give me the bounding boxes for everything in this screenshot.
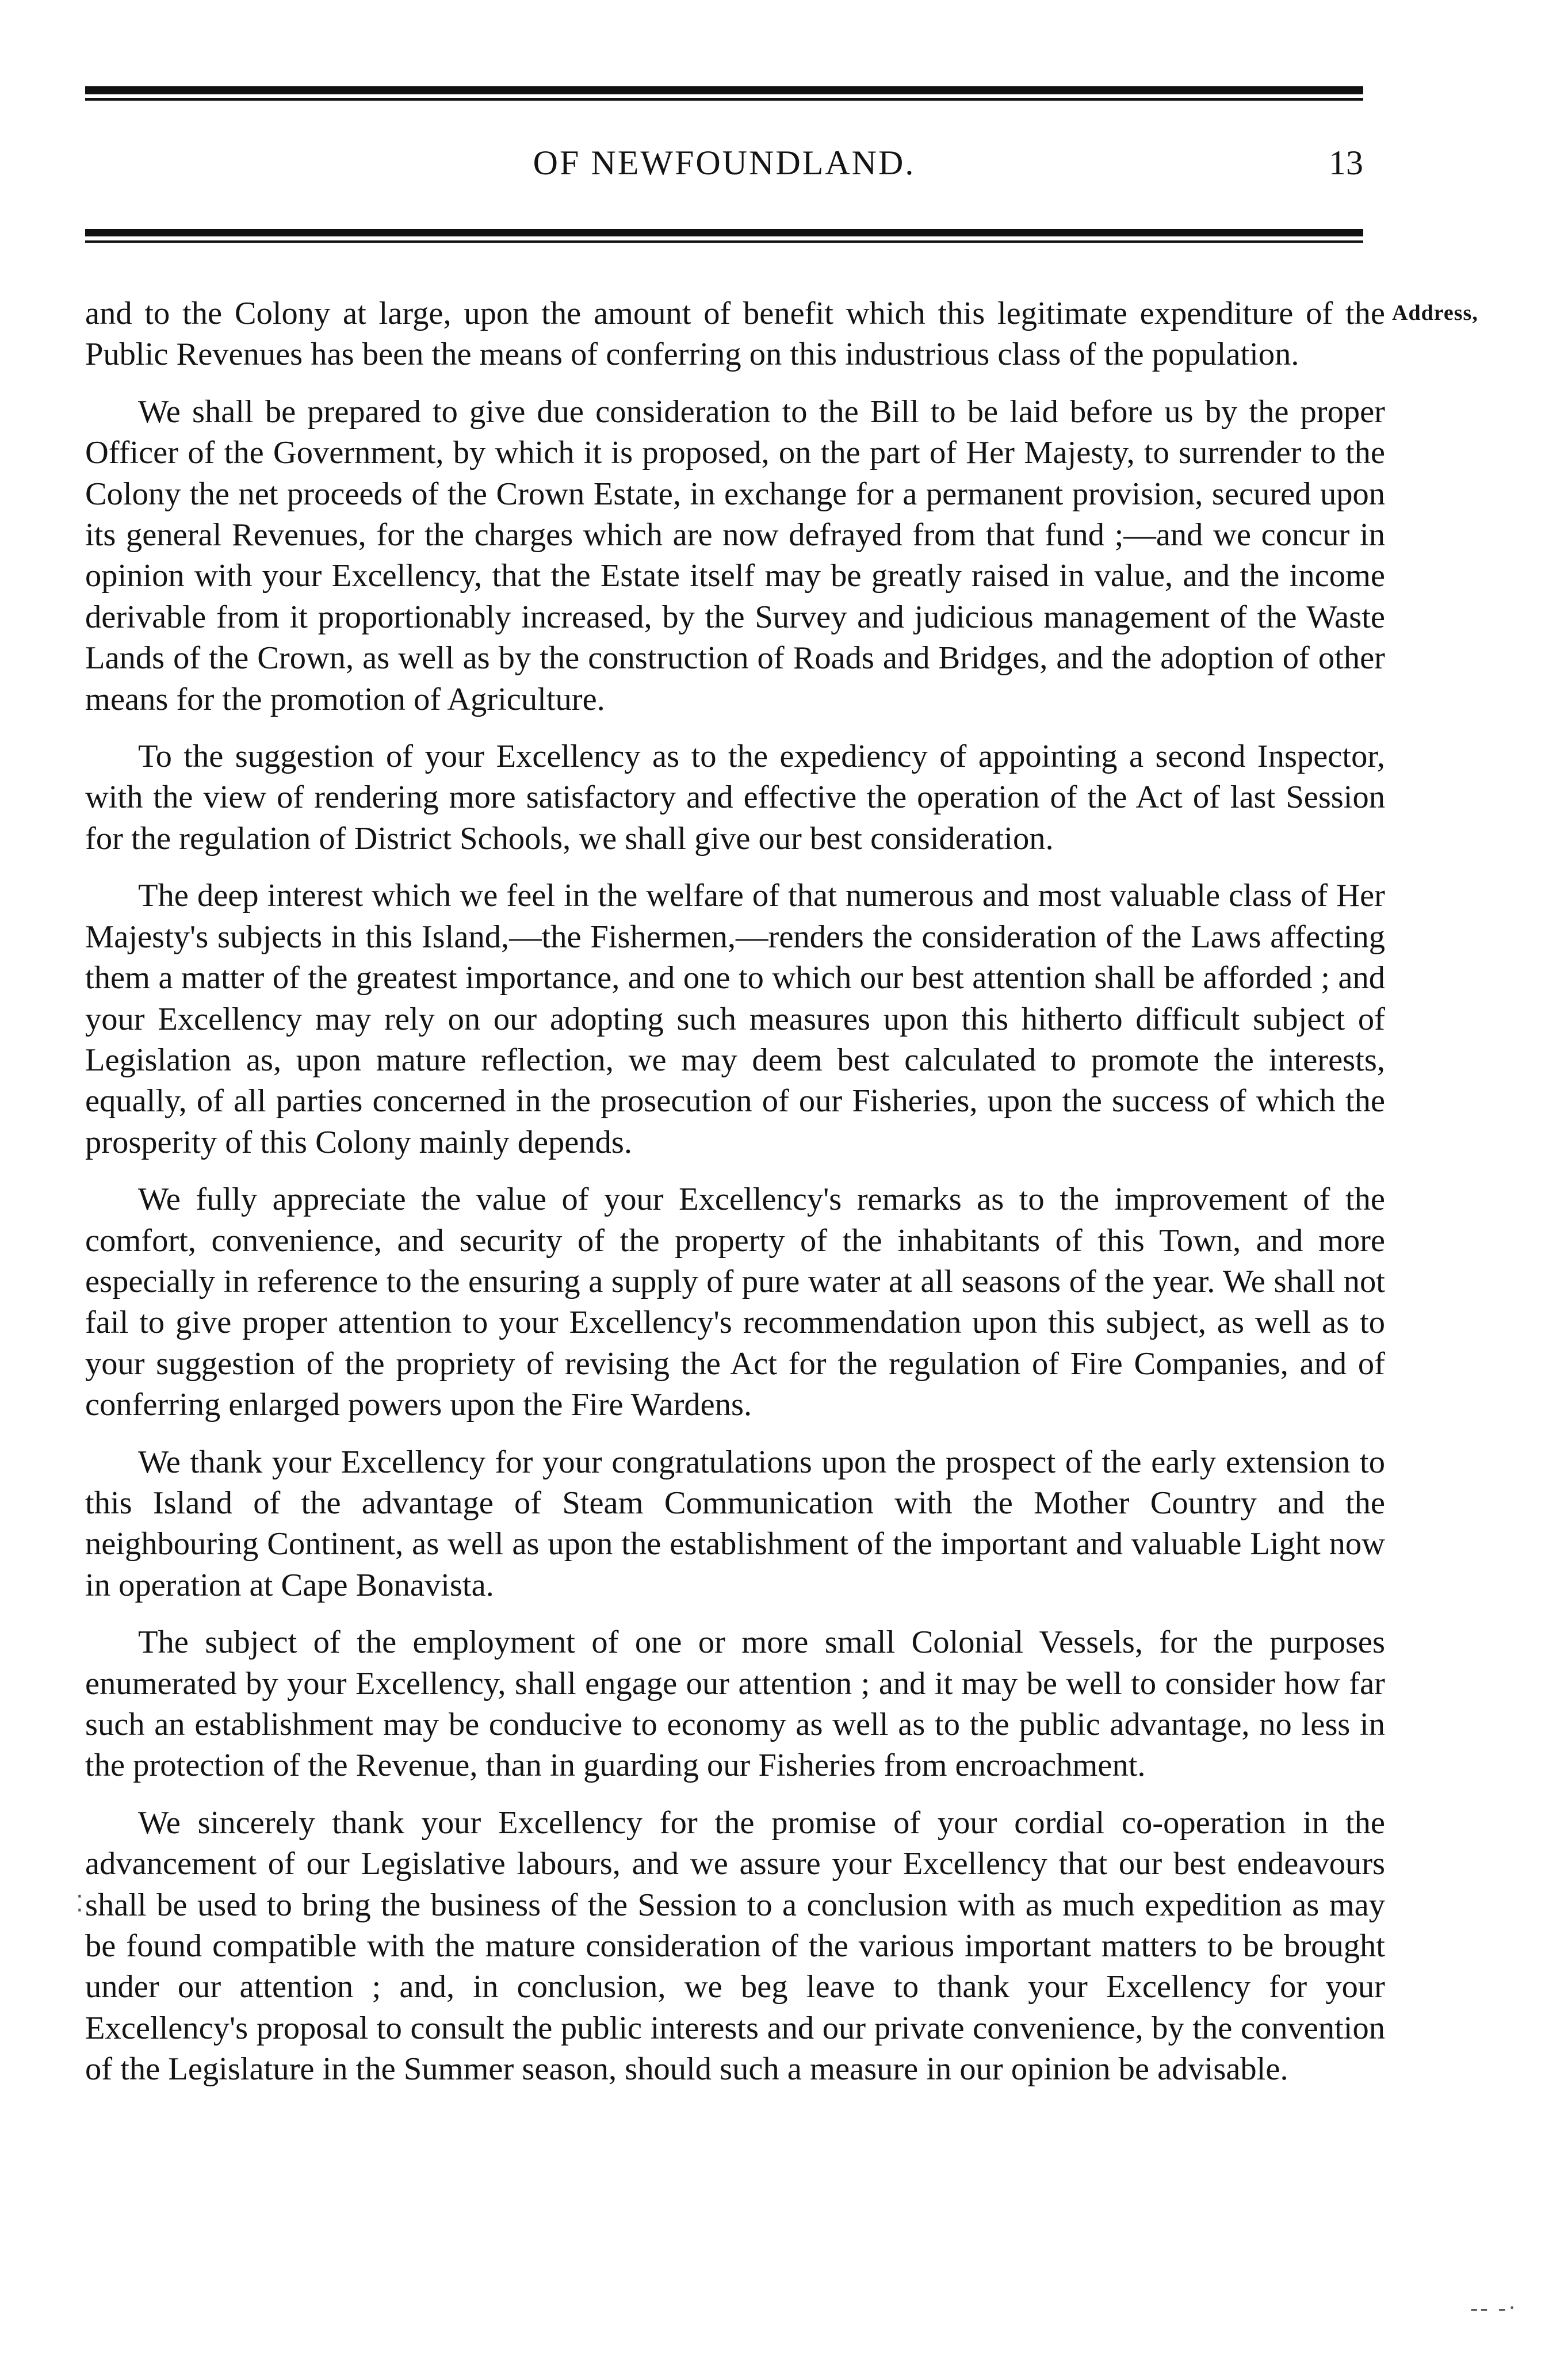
running-head	[85, 137, 1363, 189]
margin-note: Address,	[1392, 301, 1478, 325]
head-separator-rule-thick	[85, 229, 1363, 236]
print-speck-mark: -- -·	[1470, 2295, 1519, 2320]
paragraph-6: We thank your Excellency for your congratulations upon the prospect of the early extension to this Island of the advantage of Steam Communication with the Mother Country and the neighbouring Continent, as well as upon the establishment of the important and valuable Light now in operation at Cape Bonavista.	[85, 1444, 1385, 1603]
paragraph-3: To the suggestion of your Excellency as to the expediency of appointing a second Inspector, with the view of rendering more satisfactory and effective the operation of the Act of last Session for the regulation of District Schools, we shall give our best consideration.	[85, 739, 1385, 857]
paragraph-8: We sincerely thank your Excellency for the promise of your cordial co-operation in the advancement of our Legislative labours, and we assure your Excellency that our best endeavours shall be used to bring the business of the Session to a conclusion with as much expedition as may be found compatible with the mature consideration of the various important matters to be brought under our attention ; and, in conclusion, we beg leave to thank your Excellency for your Excellency's proposal to consult the public interests and our private convenience, by the convention of the Legislature in the Summer season, should such a measure in our opinion be advisable.	[85, 1804, 1385, 2088]
paragraph-7: The subject of the employment of one or more small Colonial Vessels, for the purposes enumerated by your Excellency, shall engage our attention ; and it may be well to consider how far such an establishment may be conducive to economy as well as to the public advantage, no less in the protection of the Revenue, than in guarding our Fisheries from encroachment.	[85, 1624, 1385, 1784]
head-separator-rule-thin	[85, 240, 1363, 243]
page-number: 13	[1329, 144, 1363, 182]
paragraph-4: The deep interest which we feel in the welfare of that numerous and most valuable class of Her Majesty's subjects in this Island,—the Fishermen,—renders the consideration of the Laws affecting them a matter of the greatest importance, and one to which our best attention shall be afforded ; and your Excellency may rely on our adopting such measures upon this hitherto difficult subject of Legislation as, upon mature reflection, we may deem best calculated to promote the interests, equally, of all parties concerned in the prosecution of our Fisheries, upon the success of which the prosperity of this Colony mainly depends.	[85, 878, 1385, 1160]
paragraph-5: We fully appreciate the value of your Excellency's remarks as to the improvement of the comfort, convenience, and security of the property of the inhabitants of this Town, and more especially in reference to the ensuring a supply of pure water at all seasons of the year. We shall not fail to give proper attention to your Excellency's recommendation upon this subject, as well as to your suggestion of the propriety of revising the Act for the regulation of Fire Companies, and of conferring enlarged powers upon the Fire Wardens.	[85, 1182, 1385, 1423]
running-title: OF NEWFOUNDLAND.	[533, 144, 916, 182]
paragraph-2: We shall be prepared to give due consideration to the Bill to be laid before us by the proper Officer of the Government, by which it is proposed, on the part of Her Majesty, to surrender to the Colony the net proceeds of the Crown Estate, in exchange for a permanent provision, secured upon its general Revenues, for the charges which are now defrayed from that fund ;—and we concur in opinion with your Excellency, that the Estate itself may be greatly raised in value, and the income derivable from it proportionably increased, by the Survey and judicious management of the Waste Lands of the Crown, as well as by the construction of Roads and Bridges, and the adoption of other means for the promotion of Agriculture.	[85, 393, 1385, 717]
body-text	[85, 293, 1385, 2106]
header-rule-thin	[85, 98, 1363, 101]
header-rule-thick	[85, 86, 1363, 94]
print-speck-mark: ⁚	[76, 1891, 83, 1917]
paragraph-1: and to the Colony at large, upon the amount of benefit which this legitimate expenditure of the Public Revenues has been the means of conferring on this industrious class of the population.	[85, 296, 1385, 373]
